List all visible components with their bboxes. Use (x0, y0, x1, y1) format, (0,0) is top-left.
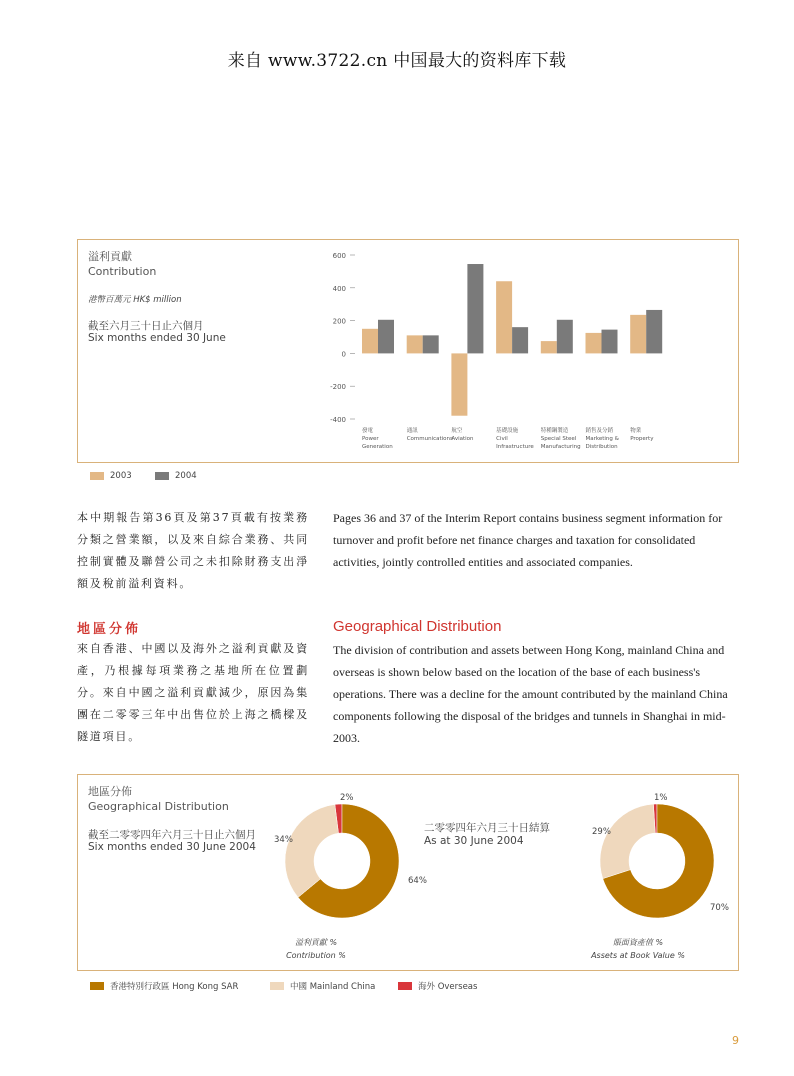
asat-label-en: As at 30 June 2004 (424, 835, 524, 847)
category-label-en: Manufacturing (540, 444, 581, 450)
bar-legend-2004 (155, 471, 197, 481)
category-label-zh: 特種鋼製造 (540, 428, 569, 434)
bar-2004-5 (602, 330, 618, 354)
contribution-title-zh: 溢利貢獻 % (294, 938, 338, 947)
section-heading-en: Geographical Distribution (333, 618, 502, 635)
bar-2003-3 (496, 281, 512, 353)
contribution-title-zh: 溢利貢獻 (88, 250, 132, 263)
asat-label-zh: 二零零四年六月三十日結算 (424, 822, 550, 834)
contribution-panel (77, 239, 739, 463)
category-label-en: Aviation (451, 436, 474, 442)
contribution-title-en: Contribution (88, 265, 157, 278)
legend-label-overseas: 海外 Overseas (418, 982, 478, 992)
bar-2003-0 (362, 329, 378, 354)
category-label-en: Special Steel (540, 436, 577, 442)
paragraph-1-zh: 本中期報告第36頁及第37頁載有按業務分類之營業額，以及來自綜合業務、共同控制實體及聯營公司之未扣除財務支出淨額及稅前溢利資料。 (77, 511, 309, 590)
legend-swatch-2003 (90, 472, 104, 480)
category-label-en: Civil (496, 436, 508, 442)
paragraph-1-en: Pages 36 and 37 of the Interim Report contains business segment information for turnover and profit before net finance charges and taxation for consolidated activities, jointly controlled entities and associated companies. (333, 511, 723, 569)
bar-2004-4 (557, 320, 573, 354)
category-label-en: Property (630, 436, 654, 442)
section-heading-zh: 地區分佈 (77, 622, 142, 637)
assets-title-en: Assets at Book Value % (591, 951, 685, 960)
contribution-slice-label: 64% (408, 876, 427, 886)
paragraph-2-en: The division of contribution and assets between Hong Kong, mainland China and overseas is shown below based on the location of the base of each business's operations. There was a decline for the amount contributed by the mainland China components following the disposal of the bridges and tunnels in Shanghai in mid-2003. (333, 643, 728, 745)
unit-label: 港幣百萬元 HK$ million (88, 295, 182, 305)
y-tick-label: 600 (332, 252, 346, 260)
legend-label-2003: 2003 (110, 471, 132, 481)
bar-2003-5 (586, 333, 602, 354)
geo-legend-china (270, 980, 375, 992)
assets-slice-label: 70% (710, 903, 729, 913)
geo-period-zh: 截至二零零四年六月三十日止六個月 (88, 829, 256, 841)
geo-legend-hk (90, 980, 238, 992)
geo-donut-charts (78, 775, 738, 970)
bar-2004-6 (646, 310, 662, 353)
legend-label-2004: 2004 (175, 471, 197, 481)
geo-panel (77, 774, 739, 971)
legend-swatch-2004 (155, 472, 169, 480)
category-label-zh: 物業 (630, 428, 642, 434)
contribution-title-en: Contribution % (286, 951, 346, 960)
contribution-bar-chart (78, 240, 738, 462)
category-label-zh: 發電 (362, 428, 374, 434)
category-label-zh: 基礎設施 (496, 428, 519, 434)
bar-2003-4 (541, 341, 557, 353)
contribution-slice-label: 2% (340, 793, 354, 803)
legend-swatch-overseas (398, 982, 412, 990)
category-label-en: Marketing & (585, 436, 619, 442)
assets-title-zh: 賬面資產值 % (612, 938, 664, 947)
geo-period-en: Six months ended 30 June 2004 (88, 841, 256, 853)
bar-legend-2003 (90, 471, 132, 481)
bar-2004-3 (512, 327, 528, 353)
period-label-zh: 截至六月三十日止六個月 (88, 320, 204, 332)
contribution-slice-label: 34% (274, 835, 293, 845)
category-label-en: Generation (362, 444, 393, 450)
category-label-en: Distribution (585, 444, 618, 450)
geo-title-zh: 地區分佈 (88, 785, 132, 798)
category-label-zh: 通訊 (406, 428, 418, 434)
bar-2003-2 (451, 353, 467, 415)
y-tick-label: 200 (332, 317, 346, 326)
y-tick-label: 400 (332, 284, 346, 293)
period-label-en: Six months ended 30 June (88, 332, 226, 344)
bar-2004-2 (467, 264, 483, 353)
legend-swatch-china (270, 982, 284, 990)
paragraph-2-zh: 來自香港、中國以及海外之溢利貢獻及資產，乃根據每項業務之基地所在位置劃分。來自中國之溢利貢獻減少，原因為集團在二零零三年中出售位於上海之橋樑及隧道項目。 (77, 642, 309, 743)
download-banner: 来自 www.3722.cn 中国最大的资料库下载 (227, 51, 567, 71)
bar-2003-6 (630, 315, 646, 354)
bar-2003-1 (407, 335, 423, 353)
assets-slice-label: 29% (592, 827, 611, 837)
category-label-en: Communications (406, 436, 453, 442)
assets-slice-label: 1% (654, 793, 668, 803)
y-tick-label: -400 (330, 416, 346, 424)
y-tick-label: 0 (341, 350, 346, 359)
geo-title-en: Geographical Distribution (88, 800, 229, 813)
bar-2004-1 (423, 335, 439, 353)
legend-swatch-hk (90, 982, 104, 990)
category-label-en: Power (362, 436, 379, 442)
category-label-zh: 銷售及分銷 (585, 428, 614, 434)
contribution-slice-1 (285, 804, 338, 897)
y-tick-label: -200 (330, 383, 346, 392)
legend-label-china: 中國 Mainland China (290, 982, 376, 992)
legend-label-hk: 香港特別行政區 Hong Kong SAR (110, 982, 239, 992)
category-label-zh: 航空 (451, 428, 463, 434)
assets-slice-1 (600, 804, 655, 879)
category-label-en: Infrastructure (496, 444, 534, 450)
geo-legend-overseas (398, 980, 477, 992)
bar-2004-0 (378, 320, 394, 354)
page-number: 9 (732, 1034, 739, 1047)
